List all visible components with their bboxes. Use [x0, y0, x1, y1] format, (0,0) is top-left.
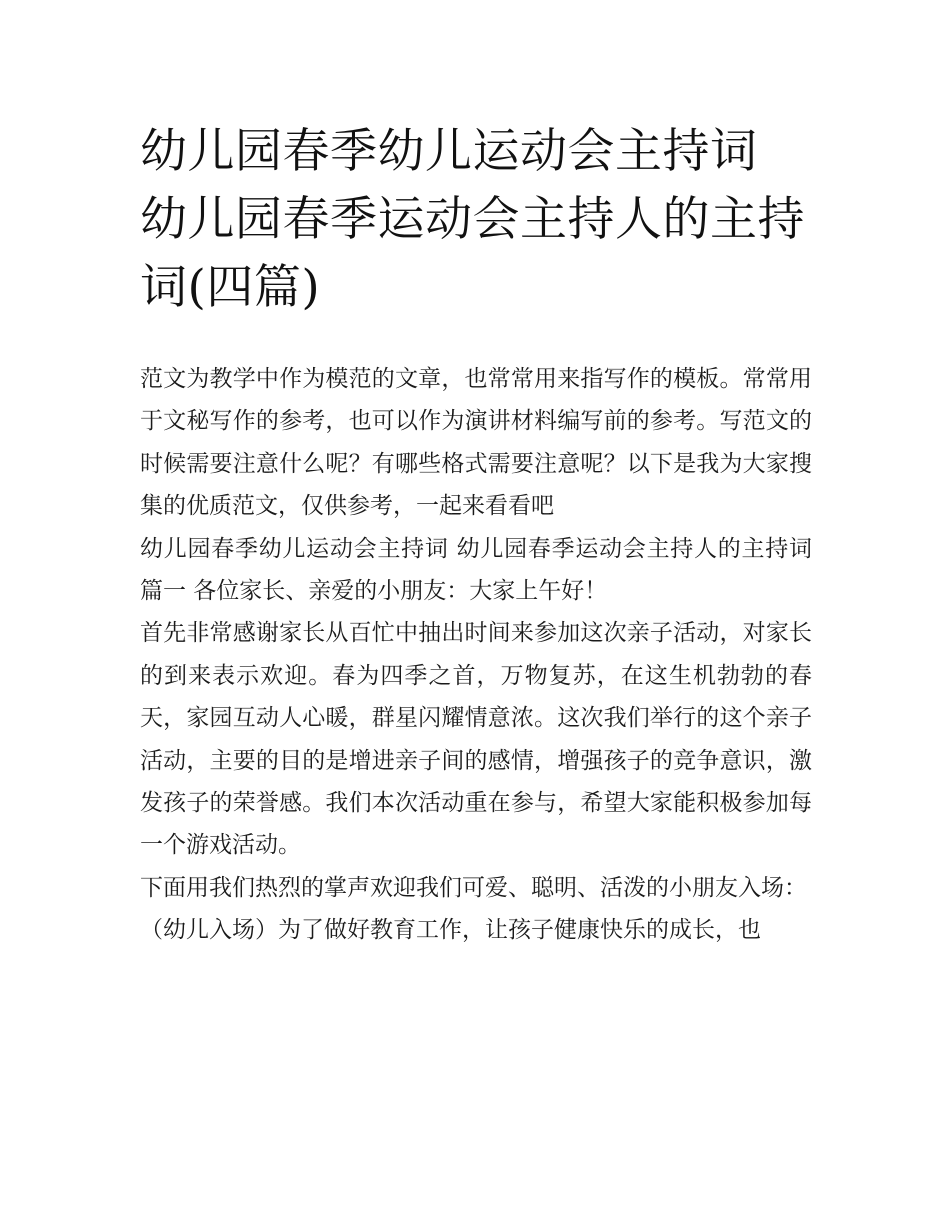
document-body — [140, 358, 812, 952]
document-title: 幼儿园春季幼儿运动会主持词 幼儿园春季运动会主持人的主持词(四篇) — [140, 124, 805, 315]
paragraph-welcome: 首先非常感谢家长从百忙中抽出时间来参加这次亲子活动，对家长的到来表示欢迎。春为四季之首，万物复苏，在这生机勃勃的春天，家园互动人心暖，群星闪耀情意浓。这次我们举行的这个亲子活动，主要的目的是增进亲子间的感情，增强孩子的竞争意识，激发孩子的荣誉感。我们本次活动重在参与，希望大家能积极参加每一个游戏活动。 — [140, 620, 812, 859]
paragraph-intro: 范文为教学中作为模范的文章，也常常用来指写作的模板。常常用于文秘写作的参考，也可以作为演讲材料编写前的参考。写范文的时候需要注意什么呢？有哪些格式需要注意呢？以下是我为大家搜集的优质范文，仅供参考，一起来看看吧 — [140, 366, 812, 520]
paragraph-greeting: 幼儿园春季幼儿运动会主持词 幼儿园春季运动会主持人的主持词篇一 各位家长、亲爱的小朋友：大家上午好！ — [140, 535, 812, 605]
paragraph-entrance: 下面用我们热烈的掌声欢迎我们可爱、聪明、活泼的小朋友入场： — [140, 874, 807, 901]
paragraph-continuation: （幼儿入场）为了做好教育工作，让孩子健康快乐的成长，也 — [140, 917, 761, 944]
